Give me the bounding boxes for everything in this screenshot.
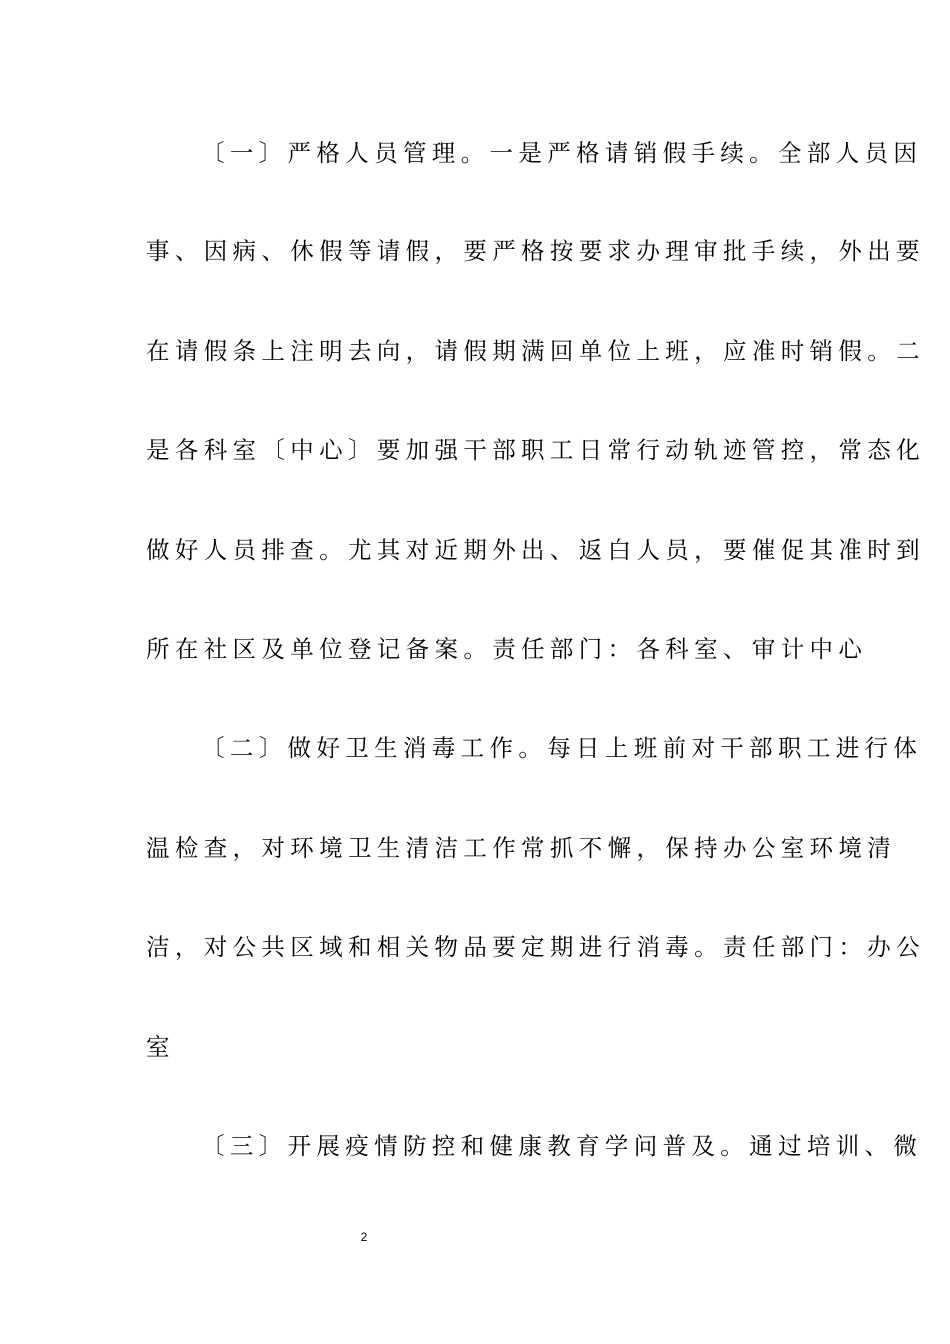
- paragraph-2-line-3: 洁，对公共区域和相关物品要定期进行消毒。责任部门：办公: [146, 933, 925, 961]
- page-number: 2: [360, 1230, 368, 1244]
- paragraph-1-line-4: 是各科室〔中心〕要加强干部职工日常行动轨迹管控，常态化: [146, 436, 925, 464]
- paragraph-1-line-1: 〔一〕严格人员管理。一是严格请销假手续。全部人员因: [201, 139, 923, 167]
- paragraph-2-line-2: 温检查，对环境卫生清洁工作常抓不懈，保持办公室环境清: [146, 834, 897, 862]
- paragraph-3-line-1: 〔三〕开展疫情防控和健康教育学问普及。通过培训、微: [201, 1132, 923, 1160]
- paragraph-1-line-5: 做好人员排查。尤其对近期外出、返白人员，要催促其准时到: [146, 536, 925, 564]
- paragraph-2-line-4: 室: [146, 1033, 175, 1061]
- paragraph-1-line-3: 在请假条上注明去向，请假期满回单位上班，应准时销假。二: [146, 337, 925, 365]
- paragraph-1-line-2: 事、因病、休假等请假，要严格按要求办理审批手续，外出要: [146, 237, 925, 265]
- paragraph-2-line-1: 〔二〕做好卫生消毒工作。每日上班前对干部职工进行体: [201, 734, 923, 762]
- paragraph-1-line-6: 所在社区及单位登记备案。责任部门：各科室、审计中心: [146, 635, 868, 663]
